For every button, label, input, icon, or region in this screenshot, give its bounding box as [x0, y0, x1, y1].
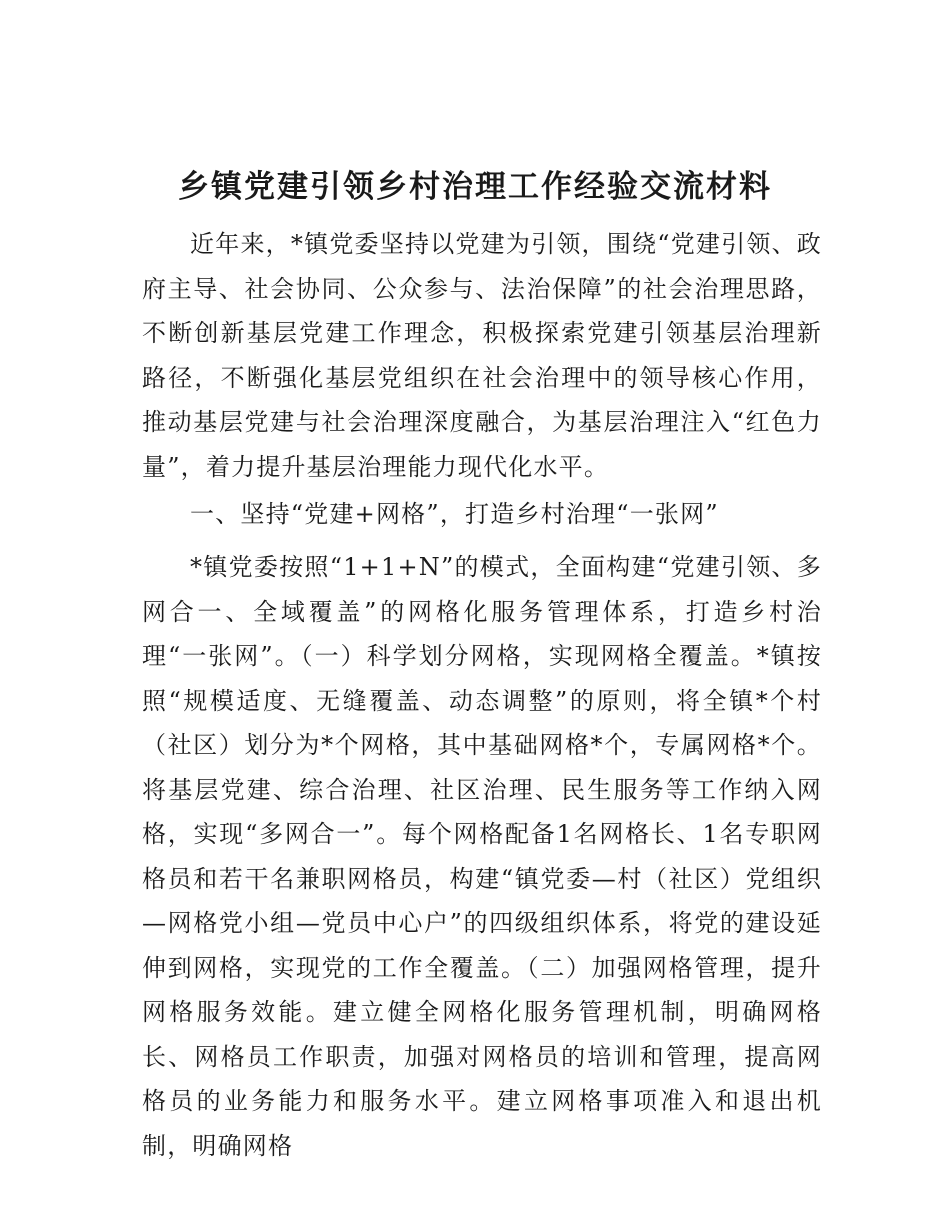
section-heading: 一、坚持“党建+网格”，打造乡村治理“一张网” — [190, 500, 719, 528]
section-body-paragraph: *镇党委按照“1+1+N”的模式，全面构建“党建引领、多网合一、全域覆盖”的网格化服务管理体系，打造乡村治理“一张网”。（一）科学划分网格，实现网格全覆盖。*镇按照“规模适度、无缝覆盖、动态调整”的原则，将全镇*个村（社区）划分为*个网格，其中基础网格*个，专属网格*个。将基层党建、综合治理、社区治理、民生服务等工作纳入网格，实现“多网合一”。每个网格配备1名网格长、1名专职网格员和若干名兼职网格员，构建“镇党委—村（社区）党组织—网格党小组—党员中心户”的四级组织体系，将党的建设延伸到网格，实现党的工作全覆盖。（二）加强网格管理，提升网格服务效能。建立健全网格化服务管理机制，明确网格长、网格员工作职责，加强对网格员的培训和管理，提高网格员的业务能力和服务水平。建立网格事项准入和退出机制，明确网格 — [142, 553, 822, 1160]
document-title: 乡镇党建引领乡村治理工作经验交流材料 — [178, 169, 772, 205]
intro-paragraph: 近年来，*镇党委坚持以党建为引领，围绕“党建引领、政府主导、社会协同、公众参与、法治保障”的社会治理思路，不断创新基层党建工作理念，积极探索党建引领基层治理新路径，不断强化基层党组织在社会治理中的领导核心作用，推动基层党建与社会治理深度融合，为基层治理注入“红色力量”，着力提升基层治理能力现代化水平。 — [142, 230, 822, 481]
